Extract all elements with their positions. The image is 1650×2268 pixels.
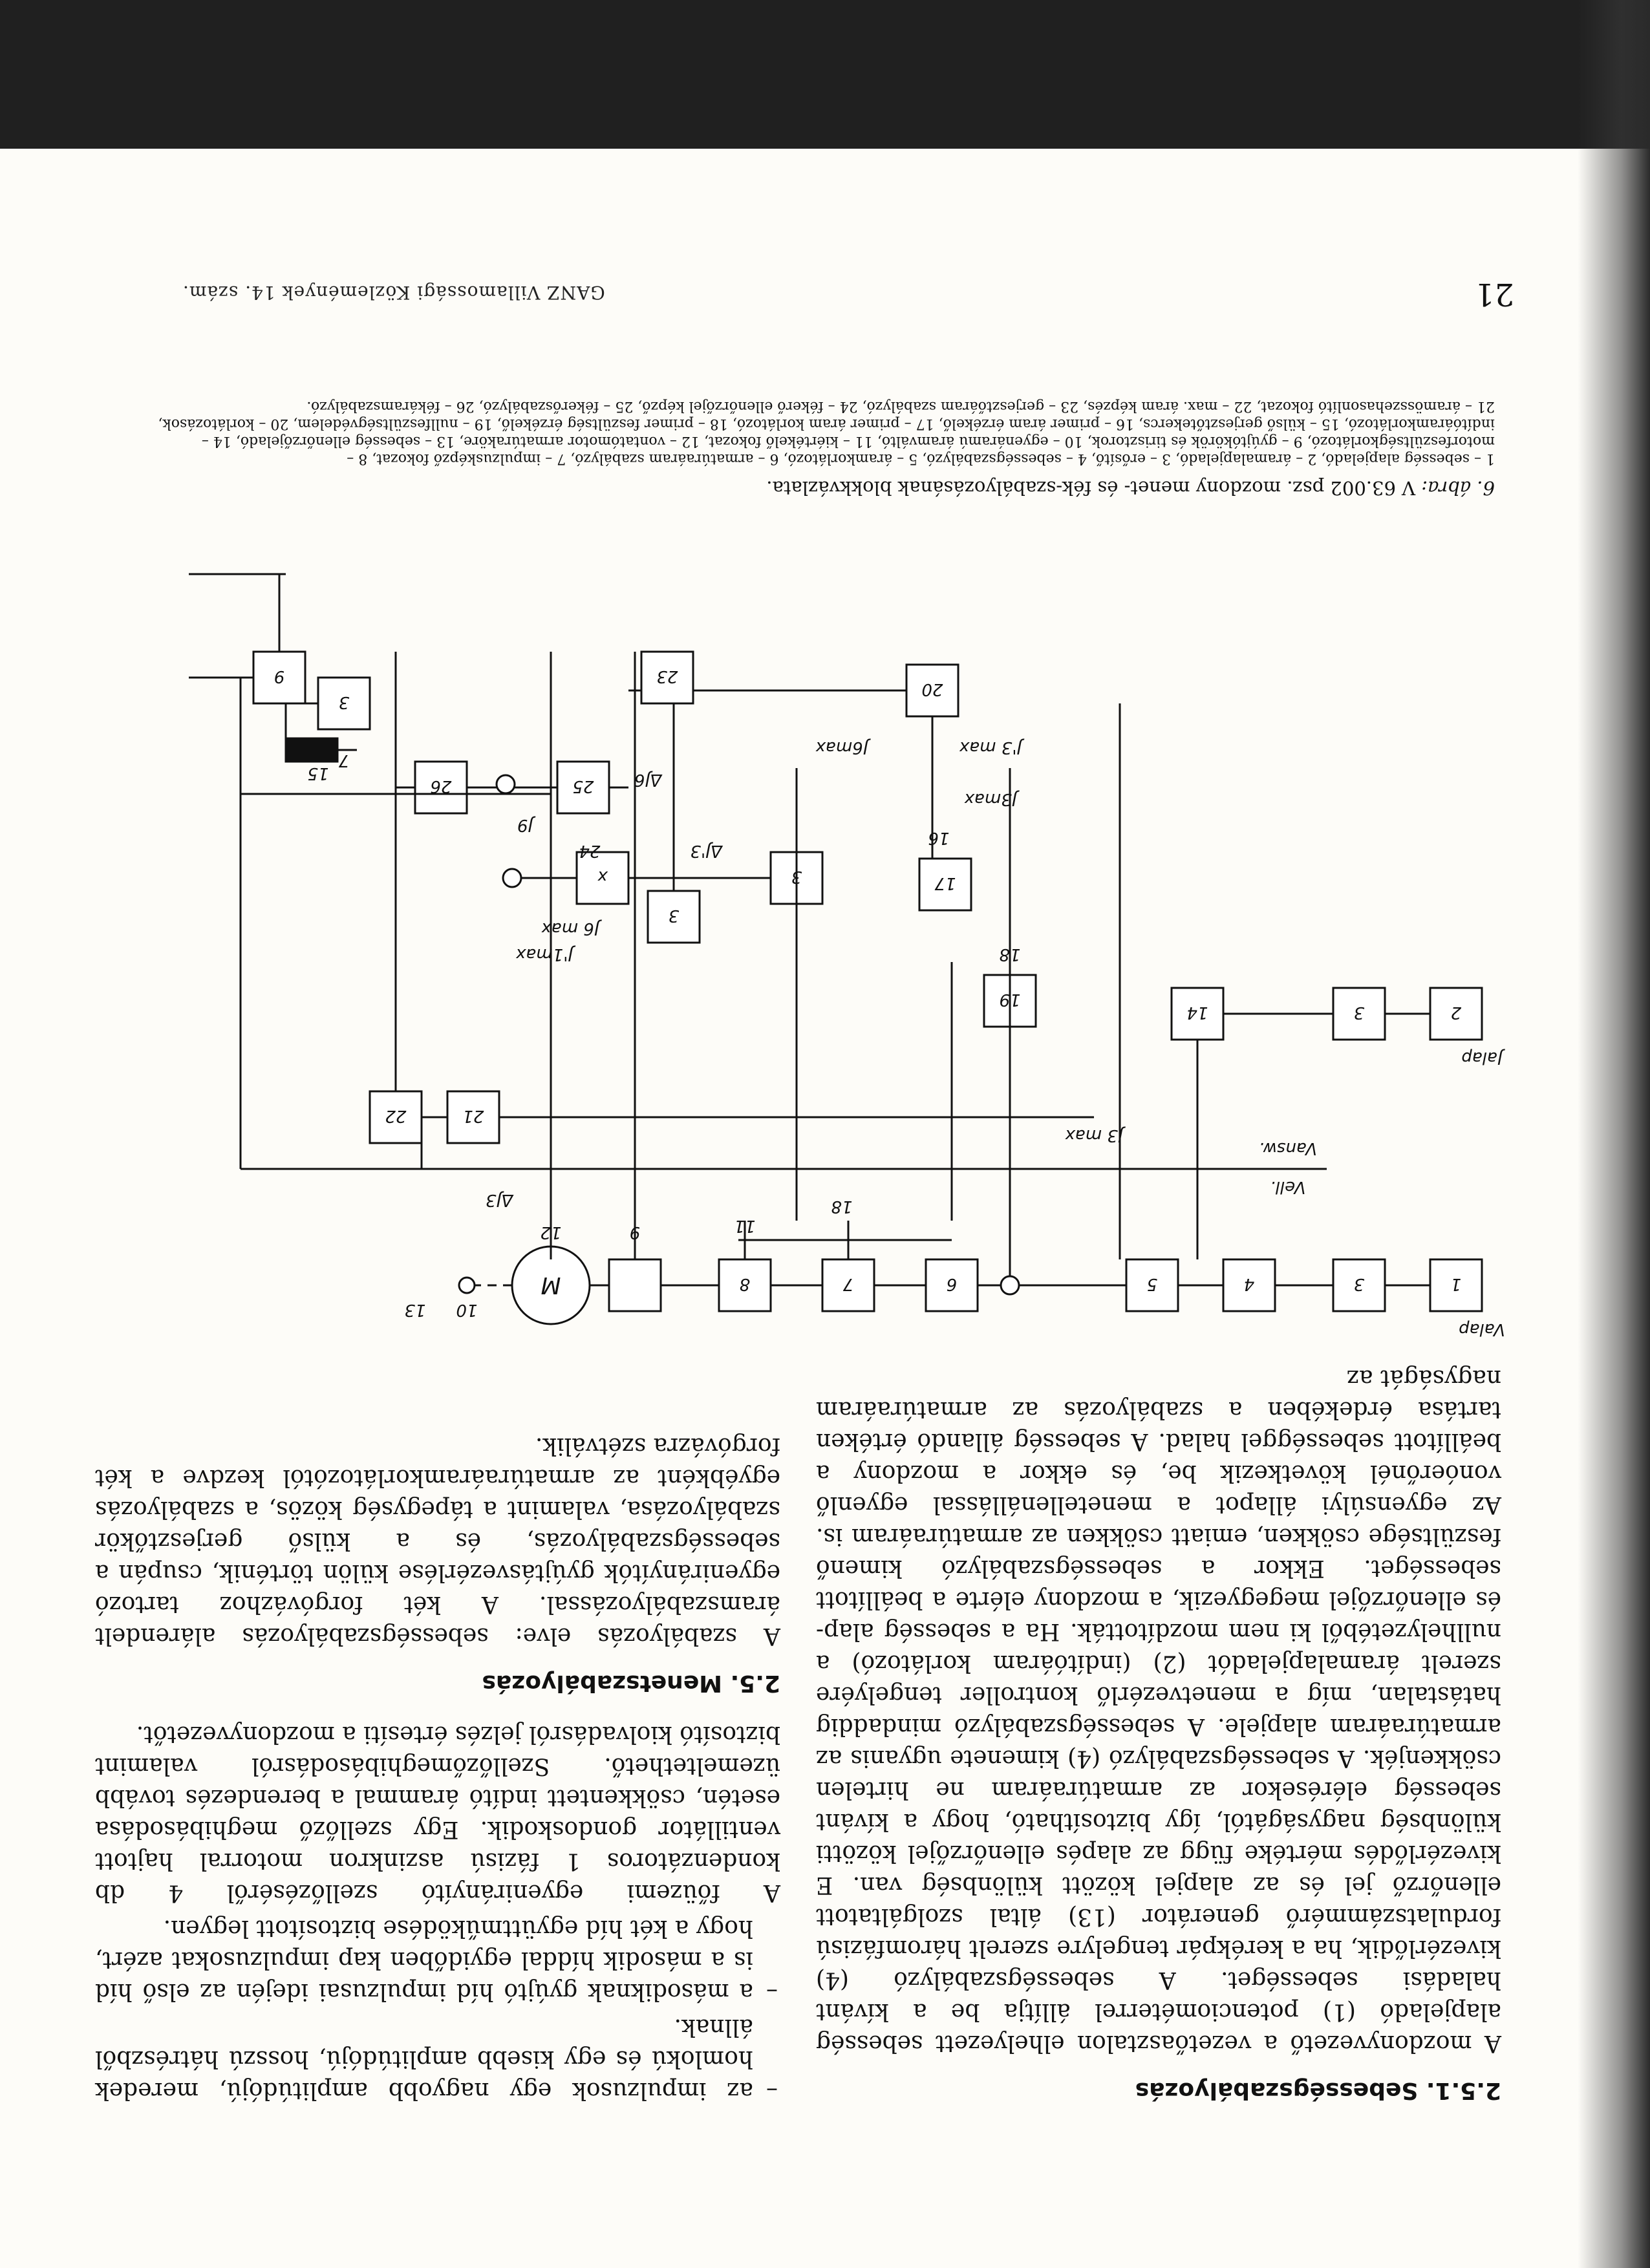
caption-title: V 63.002 psz. mozdony menet- és fék-szabályozásának blokkvázlata. [766, 477, 1416, 499]
block-label-3d: 3 [668, 906, 680, 925]
block-label-3c: 3 [791, 867, 802, 886]
label-j1max: J'3 max [959, 738, 1022, 757]
block-label-26: 26 [430, 776, 452, 796]
block-label-21: 21 [462, 1106, 484, 1126]
label-j6max: J6max [815, 738, 868, 757]
block-label-7: 7 [842, 1274, 854, 1294]
figure-legend: 1 – sebesség alapjeladó, 2 – áramalapjeladó, 3 – erősítő, 4 – sebességszabályzó, 5 – áramkorlátozó, 6 – armatúraáram szabályzó, 7 – impulzusképző fokozat, 8 – motorfeszültségkorlátozó, 9 – gyújtókörök és tirisztorok, 10 – egyenáramú áramváltó, 11 – kiértékelő fokozat, 12 – vontatómotor armatúrakörе, 13 – sebesség ellenőrzőjeladó, 14 – indítóáramkorlátozó, 15 – külső gerjesztőtekercs, 16 – primer áram érzékelő, 17 – primer áram korlátozó, 18 – primer feszültség érzékelő, 19 – nullfeszültségvédelem, 20 – korlátozások, 21 – áramösszehasonlító fokozat, 22 – max. áram képzés, 23 – gerjesztőáram szabályzó, 24 – fékerő ellenőrzőjel képző, 25 – fékerőszabályzó, 26 – fékáramszabályzó. [158, 398, 1495, 467]
block-label-24n: 24 [579, 841, 601, 861]
block-label-3e: 3 [338, 692, 350, 712]
label-dj6: ΔJ6 [634, 770, 661, 789]
page-number: 21 [1474, 276, 1514, 312]
block-label-4: 4 [1243, 1274, 1255, 1294]
block-label-20: 20 [921, 679, 943, 699]
block-label-17: 17 [934, 873, 956, 893]
block-label-6: 6 [946, 1274, 958, 1294]
label-j3max: J3 max [1065, 1126, 1123, 1145]
label-j1maxc: J'1max [515, 945, 573, 964]
label-j9: J9 [517, 815, 533, 835]
block-label-9: 9 [629, 1223, 641, 1242]
block-label-1: 1 [1450, 1274, 1462, 1294]
label-j3max-b: J3max [964, 789, 1017, 809]
section-heading-speed: 2.5.1. Sebességszabályozás [1135, 2077, 1501, 2104]
block-label-22: 22 [385, 1106, 407, 1126]
block-label-16: 16 [928, 828, 950, 848]
label-jalap: Jalap [1461, 1048, 1503, 1067]
bullet-item: – a másodiknak gyújtó híd impulzusai idején az első híd is a második híddal egyidőben kap impulzusokat azért, hogy a két híd együttműködése biztosított legyen. [95, 1912, 753, 2007]
motor-label: M [541, 1272, 561, 1298]
section-heading-traction: 2.5. Menetszabályozás [482, 1670, 780, 1696]
block-label-13: 13 [404, 1300, 426, 1320]
figure-caption [156, 398, 1495, 500]
column-right [95, 1428, 780, 2106]
bullet-item: – az impulzusok egy nagyobb amplitúdójú, meredek homlokú és egy kisebb amplitúdójú, hosszú hátrészből állnak. [95, 2011, 753, 2106]
block-diagram [156, 522, 1521, 1415]
block-label-5: 5 [1146, 1274, 1158, 1294]
block-label-10: 10 [456, 1300, 478, 1320]
column-left [816, 1360, 1501, 2106]
block-label-14: 14 [1186, 1003, 1208, 1022]
caption-lead: 6. ábra: [1421, 477, 1495, 499]
label-dj3b: ΔJ'3 [690, 841, 722, 861]
block-label-24: x [597, 867, 608, 886]
block-label-25: 25 [572, 776, 594, 796]
block-label-19: 19 [999, 990, 1021, 1009]
label-vell: Vell. [1270, 1177, 1306, 1197]
journal-title: GANZ Villamossági Közlemények 14. szám. [182, 282, 605, 303]
block-label-12: 12 [540, 1223, 562, 1242]
bullet-list [95, 1912, 780, 2106]
block-label-3b: 3 [1353, 1003, 1365, 1022]
block-label-15: 15 [307, 764, 329, 783]
block-9 [609, 1259, 661, 1311]
paragraph-traction: A szabályozás elve: sebességszabályozás alárendelt áramszabályozással. A két forgóvázhoz tartozó egyenirányítók gyújtásvezérlése külön történik, csupán a sebességszabályozás, és a külső gerjesztőkör szabályozása, valamint a tápegység közös, a szabályozás egyébként az armatúraáramkorlátozótól kezdve a két forgóvázra szétválik. [95, 1433, 780, 1649]
label-j6maxb: J6 max [541, 919, 599, 938]
block-label-18: 18 [831, 1197, 853, 1216]
block-label-3a: 3 [1353, 1274, 1365, 1294]
block-label-18b: 18 [999, 945, 1021, 964]
block-label-8: 8 [739, 1274, 751, 1294]
label-vansw: Vansw. [1259, 1139, 1317, 1158]
paragraph-speed: A mozdonyvezető a vezetőasztalon elhelyezett sebesség alapjeladó (1) potenciométerrel állítja be a kívánt haladási sebességet. A sebességszabályzó (4) kivezérlődik, ha a kerékpár tengelyre szerelt háromfázisú fordulatszámmérő generátor (13) által szolgáltatott ellenőrző jel és az alapjel között különbség van. E kivezérlődés mértéke függ az alapés ellenőrzőjel közötti különbség nagyságától, így biztosítható, hogy a kívánt sebesség elérésekor az armatúraáram ne hirtelen csökkenjék. A sebességszabályzó (4) kimenete ugyanis az armatúraáram alapjele. A sebességszabályzó mindaddig hatástalan, míg a menetvezérlő kontroller tengelyére szerelt áramalapjeladót (2) (indítóáram korlátozó) a nullhelyzetéből ki nem mozdították. Ha a sebesség alap- és ellenőrzőjel megegyezik, a mozdony elérte a beállított sebességet. Ekkor a sebességszabályzó kimenő feszültsége csökken, emiatt csökken az armatúraáram is. Az egyensúlyi állapot a menetellenállással egyenlő vonóerőnél következik be, és ekkor a mozdony a beállított sebességgel halad. A sebesség állandó értéken tartása érdekében a szabályozás az armatúraáram nagyságát az [816, 1365, 1501, 2057]
block-label-2: 2 [1450, 1003, 1462, 1022]
running-header [182, 273, 1514, 312]
block-label-9b: 9 [273, 667, 285, 686]
label-dj3: ΔJ3 [486, 1190, 513, 1210]
block-label-11: 11 [734, 1216, 756, 1236]
paragraph-ventilation: A főüzemi egyenirányító szellőzéséről 4 db kondenzátoros 1 fázisú aszinkron motorral hajtott ventillátor gondoskodik. Egy szellőző meghibásodása esetén, csökkentett indító árammal a berendezés tovább üzemeltethető. Szellőzőmeghibásodásról valamint biztosító kiolvadásról jelzés értesíti a mozdonyvezetőt. [95, 1721, 780, 1906]
block-label-23: 23 [656, 667, 678, 686]
label-valap: Valap [1459, 1320, 1505, 1339]
block-label-7b: 7 [338, 751, 350, 770]
